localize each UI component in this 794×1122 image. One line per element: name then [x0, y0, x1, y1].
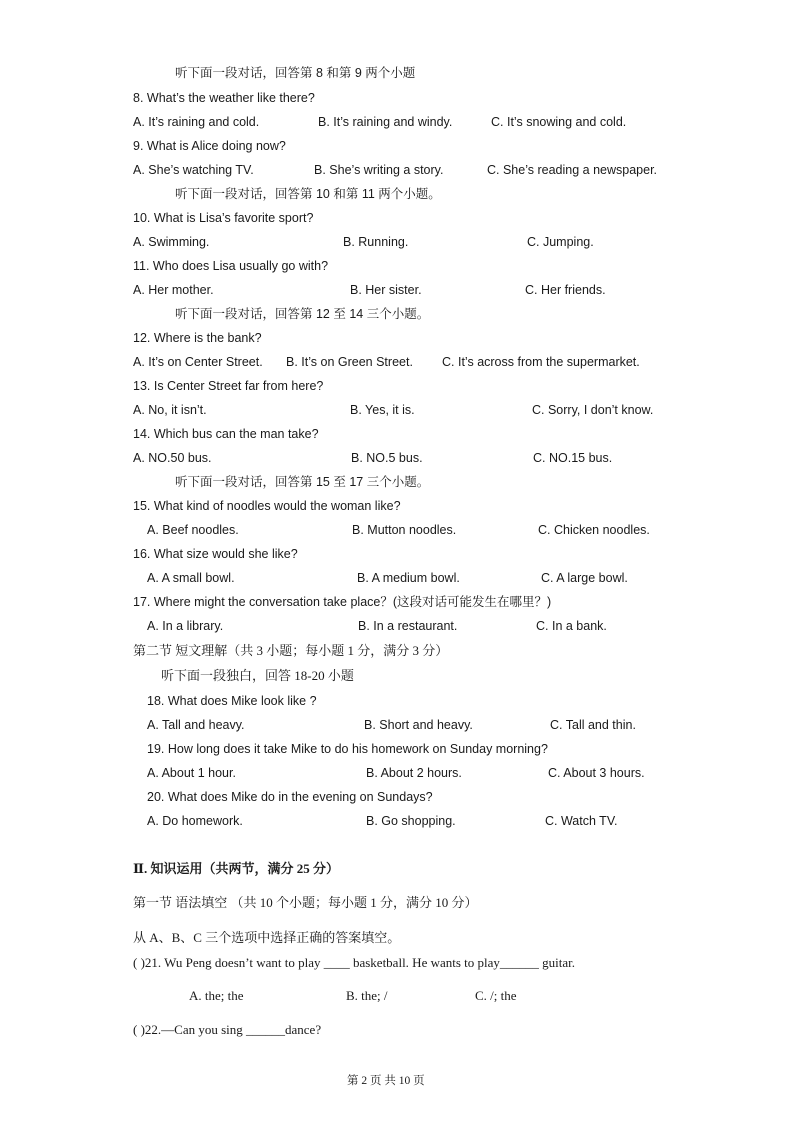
text-segment: 听下面一段独白，回答 18-20 小题 — [161, 668, 354, 683]
text-segment: A. Tall and heavy. — [147, 718, 245, 732]
text-segment: C. She’s reading a newspaper. — [487, 163, 658, 177]
text-segment: ( )21. Wu Peng doesn’t want to play ____ basketball. He wants to play______ guitar. — [133, 955, 576, 970]
text-segment: B. Her sister. — [350, 283, 422, 297]
text-segment: C. It’s across from the supermarket. — [442, 355, 640, 369]
text-segment: C. Sorry, I don’t know. — [532, 403, 654, 417]
text-line — [0, 716, 794, 734]
text-line — [0, 113, 794, 131]
text-segment: A. Do homework. — [147, 814, 243, 828]
text-segment: B. Short and heavy. — [364, 718, 473, 732]
text-line — [0, 185, 794, 203]
text-segment: 听下面一段对话，回答第 12 至 14 三个小题。 — [175, 307, 430, 321]
text-line — [0, 161, 794, 179]
text-segment: A. She’s watching TV. — [133, 163, 254, 177]
text-segment: 13. Is Center Street far from here? — [133, 379, 324, 393]
text-segment: A. It’s raining and cold. — [133, 115, 260, 129]
text-line — [0, 497, 794, 515]
text-segment: B. Mutton noodles. — [352, 523, 457, 537]
text-segment: A. No, it isn’t. — [133, 403, 207, 417]
text-segment: B. Yes, it is. — [350, 403, 415, 417]
text-segment: A. Swimming. — [133, 235, 210, 249]
text-segment: 16. What size would she like? — [133, 547, 298, 561]
text-segment: 听下面一段对话，回答第 15 至 17 三个小题。 — [175, 475, 430, 489]
text-line — [0, 894, 794, 912]
text-segment: C. In a bank. — [536, 619, 607, 633]
text-segment: 第一节 语法填空 （共 10 个小题；每小题 1 分，满分 10 分） — [133, 895, 478, 910]
text-segment: A. A small bowl. — [147, 571, 235, 585]
text-line — [0, 954, 794, 972]
text-segment: 10. What is Lisa’s favorite sport? — [133, 211, 314, 225]
text-line — [0, 329, 794, 347]
text-segment: Ⅱ. 知识运用（共两节，满分 25 分） — [133, 861, 339, 876]
text-segment: C. Tall and thin. — [550, 718, 636, 732]
text-line — [0, 377, 794, 395]
text-segment: A. It’s on Center Street. — [133, 355, 263, 369]
text-line — [0, 812, 794, 830]
text-segment: C. NO.15 bus. — [533, 451, 613, 465]
text-segment: B. Go shopping. — [366, 814, 456, 828]
page-footer — [0, 1072, 794, 1090]
text-segment: C. Watch TV. — [545, 814, 618, 828]
text-line — [0, 233, 794, 251]
text-segment: 15. What kind of noodles would the woman like? — [133, 499, 401, 513]
text-line — [0, 521, 794, 539]
text-segment: C. Chicken noodles. — [538, 523, 650, 537]
text-segment: B. the; / — [346, 988, 388, 1003]
text-segment: 听下面一段对话，回答第 10 和第 11 两个小题。 — [175, 187, 441, 201]
text-segment: C. /; the — [475, 988, 517, 1003]
text-segment: B. About 2 hours. — [366, 766, 462, 780]
text-segment: 9. What is Alice doing now? — [133, 139, 286, 153]
text-segment: 17. Where might the conversation take place？(这段对话可能发生在哪里？) — [133, 595, 552, 609]
text-segment: B. Running. — [343, 235, 409, 249]
text-segment: C. About 3 hours. — [548, 766, 645, 780]
text-line — [0, 788, 794, 806]
text-segment: B. It’s raining and windy. — [318, 115, 453, 129]
text-line — [0, 987, 794, 1005]
text-line — [0, 209, 794, 227]
text-line — [0, 569, 794, 587]
text-line — [0, 401, 794, 419]
text-line — [0, 353, 794, 371]
text-segment: C. Jumping. — [527, 235, 594, 249]
text-line — [0, 545, 794, 563]
text-segment: B. It’s on Green Street. — [286, 355, 413, 369]
text-segment: 14. Which bus can the man take? — [133, 427, 319, 441]
text-segment: 听下面一段对话，回答第 8 和第 9 两个小题 — [175, 66, 416, 80]
text-segment: ( )22.—Can you sing ______dance? — [133, 1022, 322, 1037]
text-segment: C. A large bowl. — [541, 571, 628, 585]
text-segment: C. It’s snowing and cold. — [491, 115, 627, 129]
text-segment: A. In a library. — [147, 619, 224, 633]
text-line — [0, 449, 794, 467]
page-number: 第 2 页 共 10 页 — [347, 1075, 425, 1087]
text-line — [0, 89, 794, 107]
text-segment: A. the; the — [189, 988, 244, 1003]
text-segment: 11. Who does Lisa usually go with? — [133, 259, 329, 273]
text-segment: B. In a restaurant. — [358, 619, 458, 633]
text-line — [0, 281, 794, 299]
text-segment: 12. Where is the bank? — [133, 331, 262, 345]
text-segment: B. A medium bowl. — [357, 571, 460, 585]
text-segment: 20. What does Mike do in the evening on Sundays? — [147, 790, 433, 804]
text-line — [0, 667, 794, 685]
text-line — [0, 1021, 794, 1039]
text-segment: A. Her mother. — [133, 283, 214, 297]
text-segment: C. Her friends. — [525, 283, 606, 297]
text-line — [0, 860, 794, 878]
text-segment: B. NO.5 bus. — [351, 451, 423, 465]
text-segment: 从 A、B、C 三个选项中选择正确的答案填空。 — [133, 930, 401, 945]
text-line — [0, 425, 794, 443]
text-segment: 18. What does Mike look like ? — [147, 694, 317, 708]
text-line — [0, 257, 794, 275]
text-line — [0, 692, 794, 710]
text-line — [0, 137, 794, 155]
text-line — [0, 929, 794, 947]
text-line — [0, 740, 794, 758]
text-segment: 第二节 短文理解（共 3 小题；每小题 1 分，满分 3 分） — [133, 643, 449, 658]
text-segment: A. Beef noodles. — [147, 523, 239, 537]
text-line — [0, 642, 794, 660]
text-line — [0, 64, 794, 82]
text-segment: A. About 1 hour. — [147, 766, 236, 780]
text-line — [0, 473, 794, 491]
text-segment: 8. What’s the weather like there? — [133, 91, 315, 105]
text-segment: 19. How long does it take Mike to do his homework on Sunday morning? — [147, 742, 548, 756]
text-segment: A. NO.50 bus. — [133, 451, 212, 465]
text-segment: B. She’s writing a story. — [314, 163, 444, 177]
text-line — [0, 764, 794, 782]
text-line — [0, 617, 794, 635]
text-line — [0, 593, 794, 611]
text-line — [0, 305, 794, 323]
